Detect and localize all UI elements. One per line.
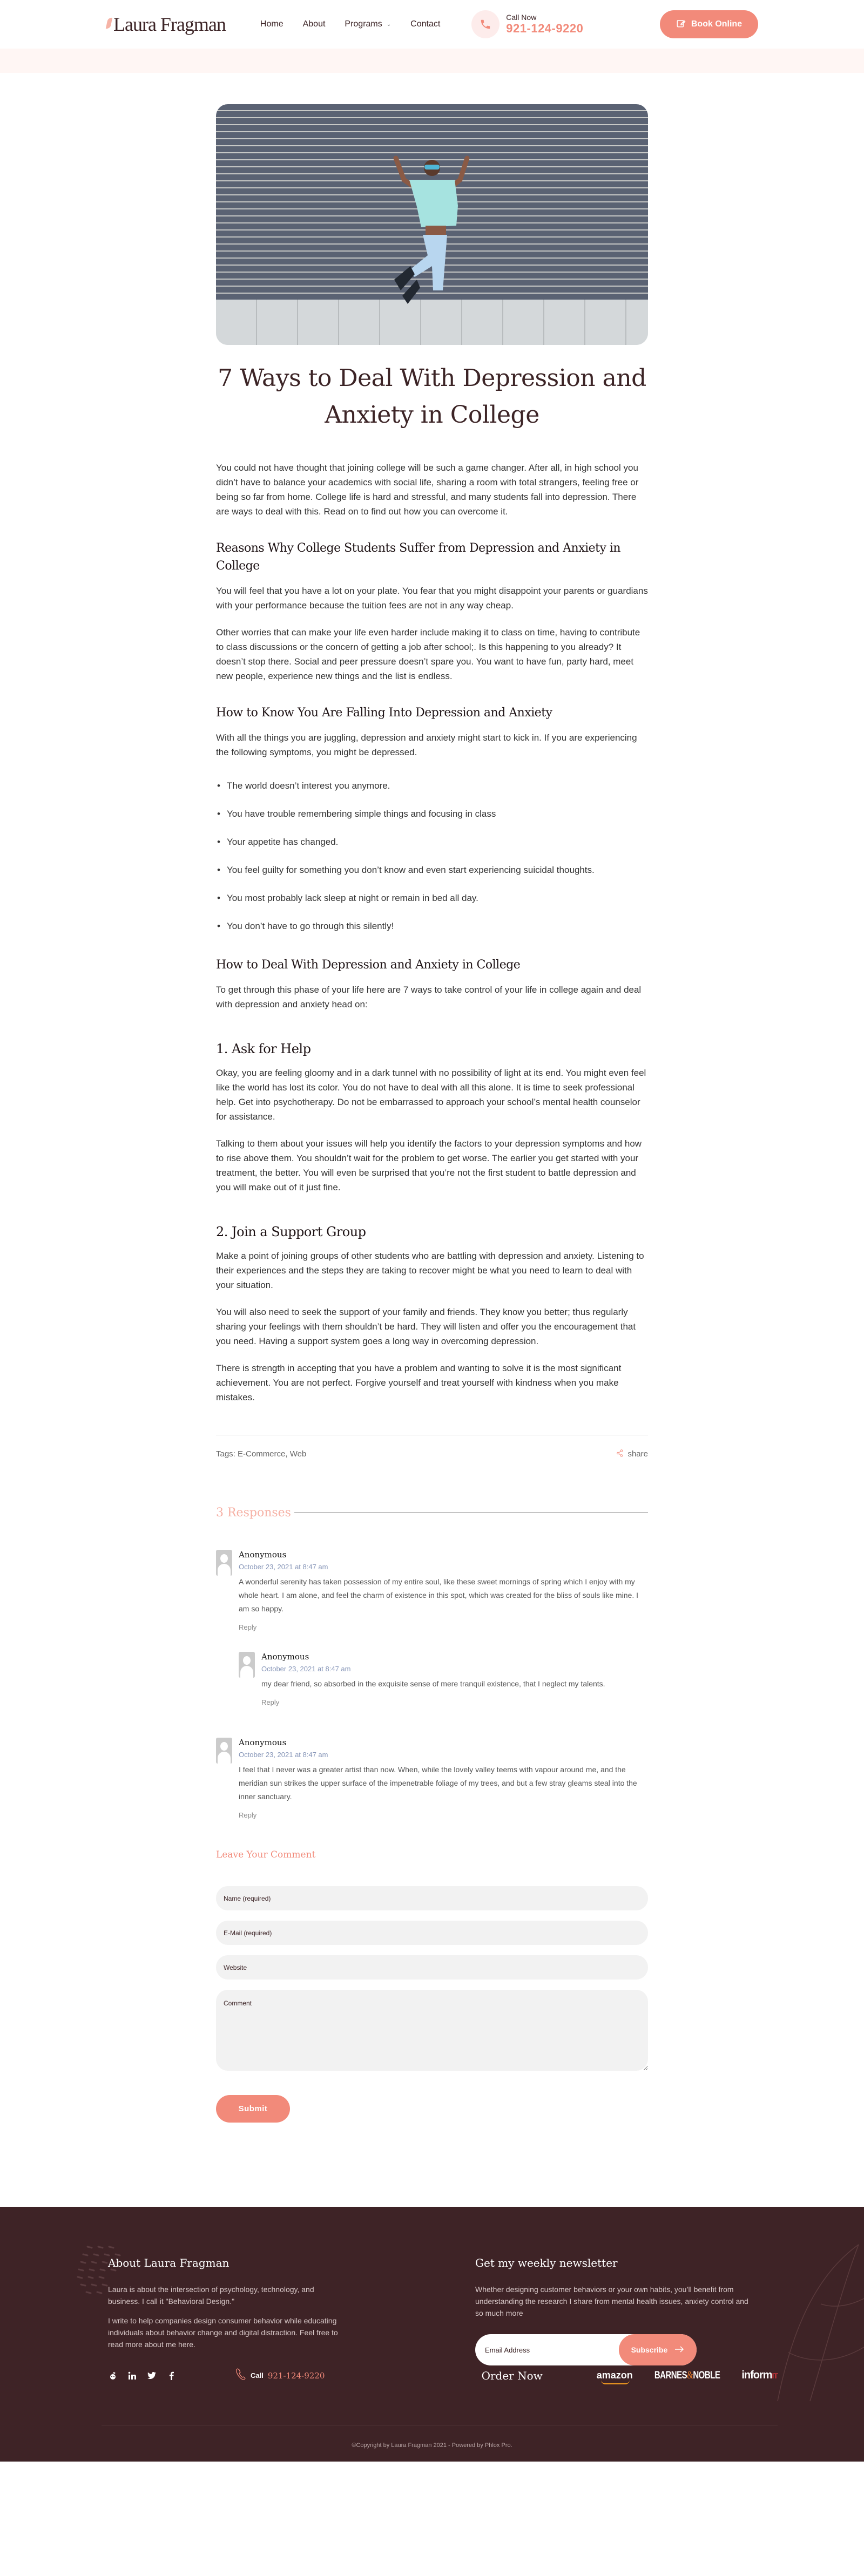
- symptoms-list: [216, 777, 648, 936]
- submit-button[interactable]: Submit: [216, 2095, 290, 2123]
- way-heading: 1. Ask for Help: [216, 1041, 311, 1056]
- inform-text: inform: [741, 2369, 772, 2381]
- newsletter-text: Whether designing customer behaviors or your own habits, you’ll benefit from understanding the research I share from mental health issues, anxiety control and so much more: [475, 2285, 748, 2317]
- nav-contact-label: Contact: [410, 19, 441, 29]
- list-item: • You don’t have to go through this silently!: [216, 917, 648, 936]
- newsletter-email-input[interactable]: [475, 2334, 619, 2365]
- newsletter-title: Get my weekly newsletter: [475, 2256, 618, 2269]
- name-field[interactable]: [216, 1886, 648, 1910]
- bn-right: NOBLE: [693, 2369, 720, 2381]
- site-footer: [0, 2207, 864, 2462]
- twitter-icon[interactable]: [147, 2371, 157, 2381]
- section-heading: How to Know You Are Falling Into Depression and Anxiety: [216, 706, 552, 720]
- paragraph: Okay, you are feeling gloomy and in a dark tunnel with no possibility of light at its end. You might even feel like the world has lost its color. You do not have to deal with all this alone. It is time to seek professional help. Get into psychotherapy. Do not be embarrassed to approach your school’s mental health counselor for assistance.: [216, 1068, 646, 1122]
- comment-author: Anonymous: [239, 1738, 287, 1747]
- avatar: [216, 1738, 232, 1764]
- call-number[interactable]: 921-124-9220: [506, 22, 584, 35]
- comment-text: I feel that I never was a greater artist than now. When, while the lovely valley teems with vapour around me, and the meridian sun strikes the upper surface of the impenetrable foliage of my trees, and but a few stray gleams steal into the inner sanctuary.: [239, 1765, 637, 1801]
- linkedin-icon[interactable]: [127, 2371, 137, 2381]
- amazon-logo[interactable]: amazon: [596, 2370, 633, 2381]
- chevron-down-icon: ⌄: [386, 21, 392, 28]
- nav-programs-label: Programs: [345, 19, 382, 29]
- comment: [216, 1550, 648, 1632]
- avatar: [239, 1652, 255, 1678]
- hero-image: [216, 104, 648, 345]
- paragraph: There is strength in accepting that you have a problem and wanting to solve it is the most significant achievement. You are not perfect. Forgive yourself and treat yourself with kindness when you make mistakes.: [216, 1363, 622, 1402]
- informit-logo[interactable]: [741, 2369, 778, 2382]
- header-band: [0, 49, 864, 73]
- subscribe-label: Subscribe: [631, 2345, 668, 2354]
- paragraph: You will also need to seek the support of your family and friends. They know you better; thus regularly sharing your feelings with them shouldn’t be hard. They will listen and offer you the encouragement that you need. Having a support system goes a long way in overcoming depression.: [216, 1307, 636, 1346]
- website-field[interactable]: [216, 1955, 648, 1980]
- order-now: [482, 2369, 778, 2382]
- leaf-icon: [106, 17, 112, 31]
- paragraph: With all the things you are juggling, depression and anxiety might start to kick in. If you are experiencing the following symptoms, you might be depressed.: [216, 733, 637, 757]
- comment-date[interactable]: October 23, 2021 at 8:47 am: [239, 1563, 328, 1571]
- inform-it-text: IT: [772, 2371, 778, 2380]
- nav-contact[interactable]: [410, 19, 440, 29]
- book-online-button[interactable]: [660, 10, 758, 38]
- way-heading: 2. Join a Support Group: [216, 1224, 366, 1239]
- phone-icon: [471, 10, 500, 38]
- newsletter-form: [475, 2334, 697, 2365]
- list-item: • The world doesn’t interest you anymore.: [216, 777, 648, 795]
- list-item: • You most probably lack sleep at night or remain in bed all day.: [216, 889, 648, 907]
- nav-about-label: About: [302, 19, 326, 29]
- social-links: [108, 2371, 176, 2381]
- edit-icon: [676, 18, 686, 31]
- footer-about-text: I write to help companies design consumer behavior while educating individuals about behavior change and digital distraction. Feel free to read more about me here.: [108, 2316, 338, 2349]
- feather-decoration: [745, 2239, 864, 2412]
- nav-home-label: Home: [260, 19, 284, 29]
- comment-author: Anonymous: [261, 1652, 309, 1662]
- share-label: share: [627, 1449, 648, 1459]
- paragraph: To get through this phase of your life here are 7 ways to take control of your life in college again and deal with depression and anxiety head on:: [216, 985, 642, 1009]
- comment-field[interactable]: [216, 1990, 648, 2071]
- facebook-icon[interactable]: [166, 2371, 176, 2381]
- jumping-person-illustration: [216, 104, 648, 345]
- copyright: ©Copyright by Laura Fragman 2021 - Powered by Phlox Pro.: [352, 2442, 512, 2449]
- barnes-noble-logo[interactable]: [654, 2369, 720, 2382]
- avatar: [216, 1550, 232, 1576]
- paragraph: Make a point of joining groups of other students who are battling with depression and anxiety. Listening to their experiences and the steps they are taking to recover might be what you need to learn to deal with your situation.: [216, 1251, 644, 1290]
- bn-amp: &: [687, 2370, 693, 2381]
- comment-form: [216, 1886, 648, 2123]
- arrow-right-icon: [674, 2345, 684, 2354]
- header-call[interactable]: [471, 10, 583, 38]
- nav-programs[interactable]: [345, 19, 391, 29]
- site-header: [0, 0, 864, 49]
- section-heading: Reasons Why College Students Suffer from Depression and Anxiety in College: [216, 541, 621, 573]
- comment-date[interactable]: October 23, 2021 at 8:47 am: [239, 1751, 328, 1759]
- post-tags[interactable]: Tags: E-Commerce, Web: [216, 1449, 307, 1459]
- reddit-icon[interactable]: [108, 2371, 118, 2381]
- paragraph: You will feel that you have a lot on your plate. You fear that you might disappoint your parents or guardians with your performance because the tuition fees are not in any way cheap.: [216, 586, 648, 611]
- footer-about-text: Laura is about the intersection of psychology, technology, and business. I call it "Behavioral Design.": [108, 2285, 314, 2306]
- reply-link[interactable]: Reply: [261, 1698, 280, 1706]
- section-heading: How to Deal With Depression and Anxiety in College: [216, 958, 521, 972]
- responses-count: 3 Responses: [216, 1506, 291, 1520]
- nav-about[interactable]: [303, 19, 326, 29]
- list-item: • Your appetite has changed.: [216, 833, 648, 851]
- tags-row: [216, 1435, 648, 1473]
- footer-about-title: About Laura Fragman: [108, 2256, 230, 2269]
- reply-link[interactable]: Reply: [239, 1811, 257, 1819]
- comment-text: A wonderful serenity has taken possession of my entire soul, like these sweet mornings of spring which I enjoy with my whole heart. I am alone, and feel the charm of existence in this spot, which was created for the bliss of souls like mine. I am so happy.: [239, 1577, 639, 1613]
- main-content: [216, 104, 648, 2123]
- email-field[interactable]: [216, 1921, 648, 1945]
- order-now-title: Order Now: [481, 2369, 543, 2382]
- list-item: • You feel guilty for something you don’t know and even start experiencing suicidal thoughts.: [216, 861, 648, 879]
- main-nav: [260, 19, 460, 29]
- book-online-label: Book Online: [691, 19, 742, 29]
- leave-comment-title: Leave Your Comment: [216, 1849, 316, 1860]
- paragraph: Talking to them about your issues will help you identify the factors to your depression symptoms and how to rise above them. You shouldn’t wait for the problem to get worse. The earlier you get started with your treatment, the better. You will even be surprised that you’re not the first student to battle depression and you will make out of it just fine.: [216, 1138, 642, 1192]
- list-item: • You have trouble remembering simple things and focusing in class: [216, 805, 648, 823]
- comment-author: Anonymous: [239, 1550, 287, 1560]
- footer-call-label: Call: [251, 2371, 264, 2380]
- comment-reply: [239, 1652, 648, 1707]
- call-label: Call Now: [506, 13, 537, 22]
- footer-call-number[interactable]: 921-124-9220: [267, 2370, 325, 2381]
- reply-link[interactable]: Reply: [239, 1623, 257, 1631]
- comment-date[interactable]: October 23, 2021 at 8:47 am: [261, 1665, 351, 1673]
- comment-text: my dear friend, so absorbed in the exquisite sense of mere tranquil existence, that I neglect my talents.: [261, 1679, 605, 1688]
- site-logo[interactable]: [106, 13, 226, 36]
- article-intro: You could not have thought that joining college will be such a game changer. After all, in high school you didn’t have to balance your academics with social life, sharing a room with total strangers, feeling free or being so far from home. College life is hard and stressful, and many students fall into depression. There are ways to deal with this. Read on to find out how you can overcome it.: [216, 463, 639, 517]
- comment: [216, 1738, 648, 1820]
- bn-left: BARNES: [654, 2369, 687, 2381]
- subscribe-button[interactable]: [619, 2334, 697, 2365]
- phone-icon: [235, 2368, 246, 2383]
- share-button[interactable]: [617, 1449, 648, 1459]
- logo-text: Laura Fragman: [113, 13, 226, 35]
- article-body: [216, 460, 648, 1405]
- nav-home[interactable]: [260, 19, 284, 29]
- comment-form-section: [216, 1849, 648, 2123]
- footer-call[interactable]: [235, 2368, 325, 2383]
- paragraph: Other worries that can make your life even harder include making it to class on time, having to contribute to class discussions or the concern of getting a job after school;. Is this happening to you already? It doesn’t stop there. Social and peer pressure doesn’t spare you. You want to have fun, party hard, meet new people, experience new things and the list is endless.: [216, 627, 640, 681]
- share-icon: [617, 1449, 623, 1459]
- comments-section: [216, 1506, 648, 1820]
- article-title: 7 Ways to Deal With Depression and Anxiety in College: [218, 364, 646, 429]
